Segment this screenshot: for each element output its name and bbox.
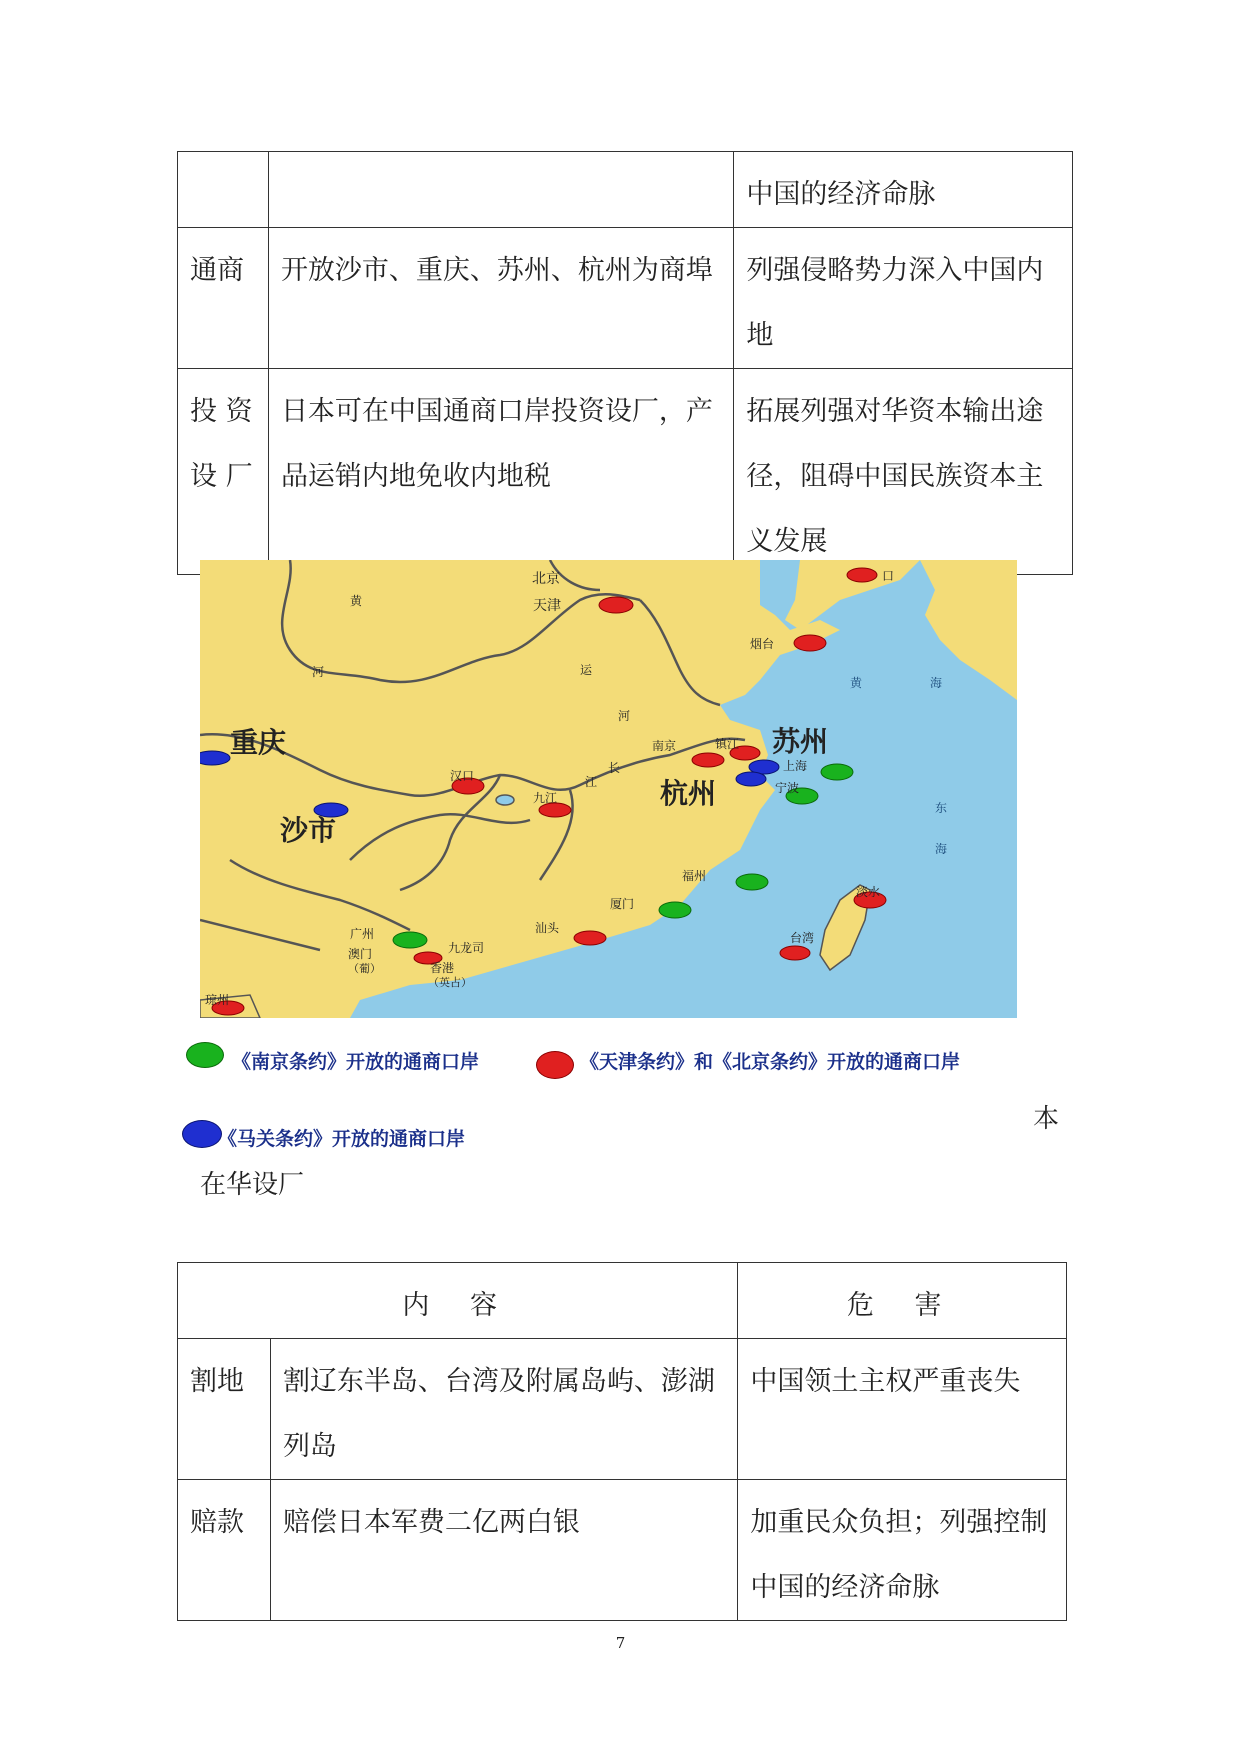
- row-harm: 加重民众负担；列强控制中国的经济命脉: [738, 1480, 1067, 1621]
- row-label: 割地: [178, 1339, 271, 1480]
- row-content: 赔偿日本军费二亿两白银: [270, 1480, 737, 1621]
- marker-xiamen: [659, 902, 691, 918]
- table-row: [178, 369, 1073, 575]
- legend-nanjing: 《南京条约》开放的通商口岸: [232, 1051, 480, 1073]
- label-qiongzhou: 琼州: [205, 993, 230, 1007]
- row-label: 投 资 设 厂: [178, 369, 269, 575]
- treaty-ports-map: [200, 560, 1017, 1018]
- label-huang-river-2: 河: [312, 665, 325, 679]
- label-yantai: 烟台: [750, 637, 775, 651]
- marker-shanghai: [821, 764, 853, 780]
- label-jiujiang: 九江: [533, 791, 558, 805]
- label-xianggang-note: （英占）: [428, 976, 472, 989]
- poyang-lake: [496, 795, 514, 805]
- label-shashi: 沙市: [280, 814, 337, 847]
- legend-blue-dot: [182, 1120, 222, 1148]
- row-label: [178, 152, 269, 228]
- marker-tianjin: [599, 597, 633, 613]
- table-header-row: [178, 1263, 1067, 1339]
- row-content: 割辽东半岛、台湾及附属岛屿、澎湖列岛: [270, 1339, 737, 1480]
- row-harm: 列强侵略势力深入中国内地: [734, 228, 1073, 369]
- treaty-table-bottom: [177, 1262, 1067, 1621]
- row-harm: 中国领土主权严重丧失: [738, 1339, 1067, 1480]
- label-danshui: 淡水: [856, 885, 881, 899]
- marker-yingkou: [847, 568, 877, 582]
- page-number: 7: [615, 1634, 626, 1652]
- marker-nanjing: [692, 753, 724, 767]
- marker-hangzhou: [736, 772, 766, 786]
- label-grand-canal-1: 运: [580, 663, 593, 677]
- label-shantou: 汕头: [535, 921, 560, 935]
- label-yellow-sea-2: 海: [930, 676, 943, 690]
- legend-green-dot: [186, 1042, 224, 1068]
- marker-shantou: [574, 931, 606, 945]
- table-row: [178, 1480, 1067, 1621]
- factory-text: 在华设厂: [200, 1170, 305, 1200]
- label-suzhou: 苏州: [772, 725, 829, 758]
- label-nanjing: 南京: [652, 739, 677, 753]
- legend-tianjin-beijing: 《天津条约》和《北京条约》开放的通商口岸: [580, 1051, 961, 1073]
- label-beijing: 北京: [532, 571, 560, 587]
- table-row: [178, 228, 1073, 369]
- header-harm: 危 害: [738, 1263, 1067, 1339]
- label-jiulongsi: 九龙司: [448, 941, 485, 955]
- label-chongqing: 重庆: [230, 726, 287, 759]
- row-label: 通商: [178, 228, 269, 369]
- table-row: [178, 1339, 1067, 1480]
- label-ningbo: 宁波: [775, 781, 800, 795]
- label-zhenjiang: 镇江: [715, 737, 740, 751]
- label-xiamen: 厦门: [610, 897, 635, 911]
- row-content: 日本可在中国通商口岸投资设厂，产品运销内地免收内地税: [268, 369, 733, 575]
- marker-guangzhou: [393, 932, 427, 948]
- row-harm: 拓展列强对华资本输出途径，阻碍中国民族资本主义发展: [734, 369, 1073, 575]
- label-hankou: 汉口: [450, 769, 475, 783]
- marker-chongqing: [200, 751, 230, 765]
- label-yangtze-2: 江: [585, 775, 598, 789]
- label-shanghai: 上海: [783, 759, 808, 773]
- label-yingkou: 口: [882, 569, 895, 583]
- label-yellow-sea-1: 黄: [850, 676, 863, 690]
- marker-yantai: [794, 635, 826, 651]
- legend-red-dot: [536, 1051, 574, 1079]
- marker-jiujiang: [539, 803, 571, 817]
- label-east-sea-2: 海: [935, 842, 948, 856]
- label-fuzhou: 福州: [682, 869, 707, 883]
- legend-maguan: 《马关条约》开放的通商口岸: [218, 1128, 466, 1150]
- label-taiwan: 台湾: [790, 931, 815, 945]
- table-row: [178, 152, 1073, 228]
- row-harm: 中国的经济命脉: [734, 152, 1073, 228]
- marker-taiwan: [780, 946, 810, 960]
- label-tianjin: 天津: [533, 598, 561, 614]
- label-aomen: 澳门: [348, 947, 373, 961]
- label-yangtze-1: 长: [608, 761, 621, 775]
- treaty-table-top: [177, 151, 1073, 575]
- label-guangzhou: 广州: [350, 927, 375, 941]
- row-label: 赔款: [178, 1480, 271, 1621]
- label-east-sea-1: 东: [935, 801, 948, 815]
- label-hangzhou: 杭州: [660, 777, 717, 810]
- label-grand-canal-2: 河: [618, 709, 631, 723]
- marker-fuzhou: [736, 874, 768, 890]
- stray-char: 本: [1033, 1104, 1060, 1134]
- label-huang-river-1: 黄: [350, 594, 363, 608]
- header-content: 内 容: [178, 1263, 738, 1339]
- label-aomen-note: （葡）: [348, 962, 381, 975]
- row-content: 开放沙市、重庆、苏州、杭州为商埠: [268, 228, 733, 369]
- row-content: [268, 152, 733, 228]
- label-xianggang: 香港: [430, 961, 455, 975]
